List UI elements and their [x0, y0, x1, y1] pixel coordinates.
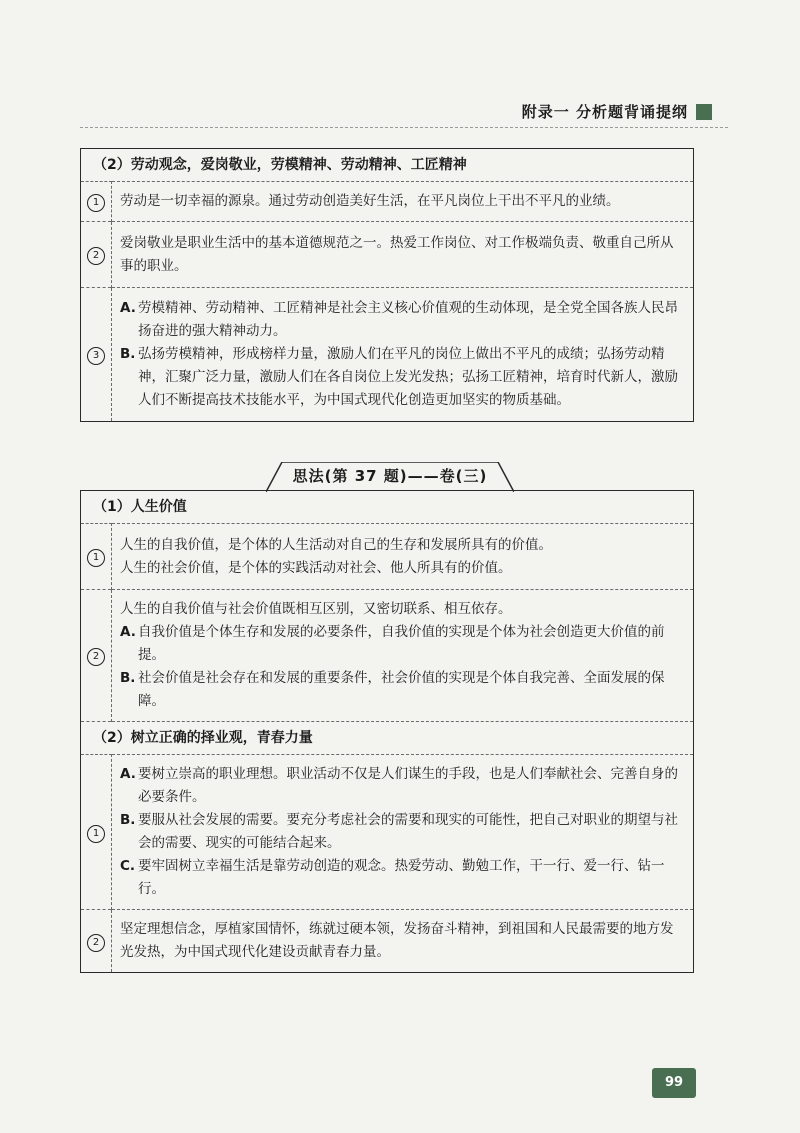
header-divider: [80, 127, 728, 128]
row-number: 2: [81, 590, 112, 722]
row-number: 1: [81, 524, 112, 590]
life-value-section-table: [80, 490, 694, 973]
section-title: （2）树立正确的择业观，青春力量: [81, 722, 694, 755]
text-line: 爱岗敬业是职业生活中的基本道德规范之一。热爱工作岗位、对工作极端负责、敬重自己所从事的职业。: [120, 234, 674, 274]
row-number: 2: [81, 222, 112, 288]
header-square-icon: [696, 104, 712, 120]
running-header: [522, 101, 712, 122]
text-line: 人生的社会价值，是个体的实践活动对社会、他人所具有的价值。: [120, 559, 512, 576]
text-line: 人生的自我价值与社会价值既相互区别，又密切联系、相互依存。: [120, 601, 512, 617]
row-content: [112, 288, 694, 422]
running-header-title: 附录一 分析题背诵提纲: [521, 103, 688, 121]
row-number: 1: [81, 755, 112, 910]
list-item: A. 要树立崇高的职业理想。职业活动不仅是人们谋生的手段，也是人们奉献社会、完善自身的必要条件。: [120, 766, 678, 805]
row-content: [112, 910, 694, 973]
list-item: B. 要服从社会发展的需要。要充分考虑社会的需要和现实的可能性，把自己对职业的期望与社会的需要、现实的可能结合起来。: [120, 812, 678, 851]
list-item: A. 自我价值是个体生存和发展的必要条件，自我价值的实现是个体为社会创造更大价值的前提。: [120, 624, 665, 663]
row-number: 1: [81, 182, 112, 222]
question-banner: [80, 462, 694, 492]
section-title: （1）人生价值: [93, 498, 187, 515]
row-content: [112, 524, 694, 590]
row-number: 3: [81, 288, 112, 422]
list-item: C. 要牢固树立幸福生活是靠劳动创造的观念。热爱劳动、勤勉工作，干一行、爱一行、钻一行。: [120, 858, 665, 897]
row-content: [112, 590, 694, 722]
text-line: 人生的自我价值，是个体的人生活动对自己的生存和发展所具有的价值。: [120, 536, 552, 553]
text-line: 劳动是一切幸福的源泉。通过劳动创造美好生活，在平凡岗位上干出不平凡的业绩。: [120, 193, 620, 209]
labor-section-table: [80, 148, 694, 422]
banner-title: 思法(第 37 题)——卷(三): [292, 467, 488, 485]
row-content: [112, 182, 694, 222]
page-number: 99: [652, 1068, 696, 1098]
row-number: 2: [81, 910, 112, 973]
text-line: 坚定理想信念，厚植家国情怀，练就过硬本领，发扬奋斗精神，到祖国和人民最需要的地方发光发热，为中国式现代化建设贡献青春力量。: [120, 921, 674, 960]
section-title: （2）劳动观念，爱岗敬业，劳模精神、劳动精神、工匠精神: [93, 156, 467, 173]
list-item: A. 劳模精神、劳动精神、工匠精神是社会主义核心价值观的生动体现，是全党全国各族人民昂扬奋进的强大精神动力。: [120, 300, 678, 339]
row-content: [112, 222, 694, 288]
list-item: B. 社会价值是社会存在和发展的重要条件，社会价值的实现是个体自我完善、全面发展的保障。: [120, 670, 665, 709]
row-content: [112, 755, 694, 910]
list-item: B. 弘扬劳模精神，形成榜样力量，激励人们在平凡的岗位上做出不平凡的成绩；弘扬劳动精神，汇聚广泛力量，激励人们在各自岗位上发光发热；弘扬工匠精神，培育时代新人，激励人们不断提高技术技能水平，为中国式现代化创造更加坚实的物质基础。: [120, 346, 678, 408]
